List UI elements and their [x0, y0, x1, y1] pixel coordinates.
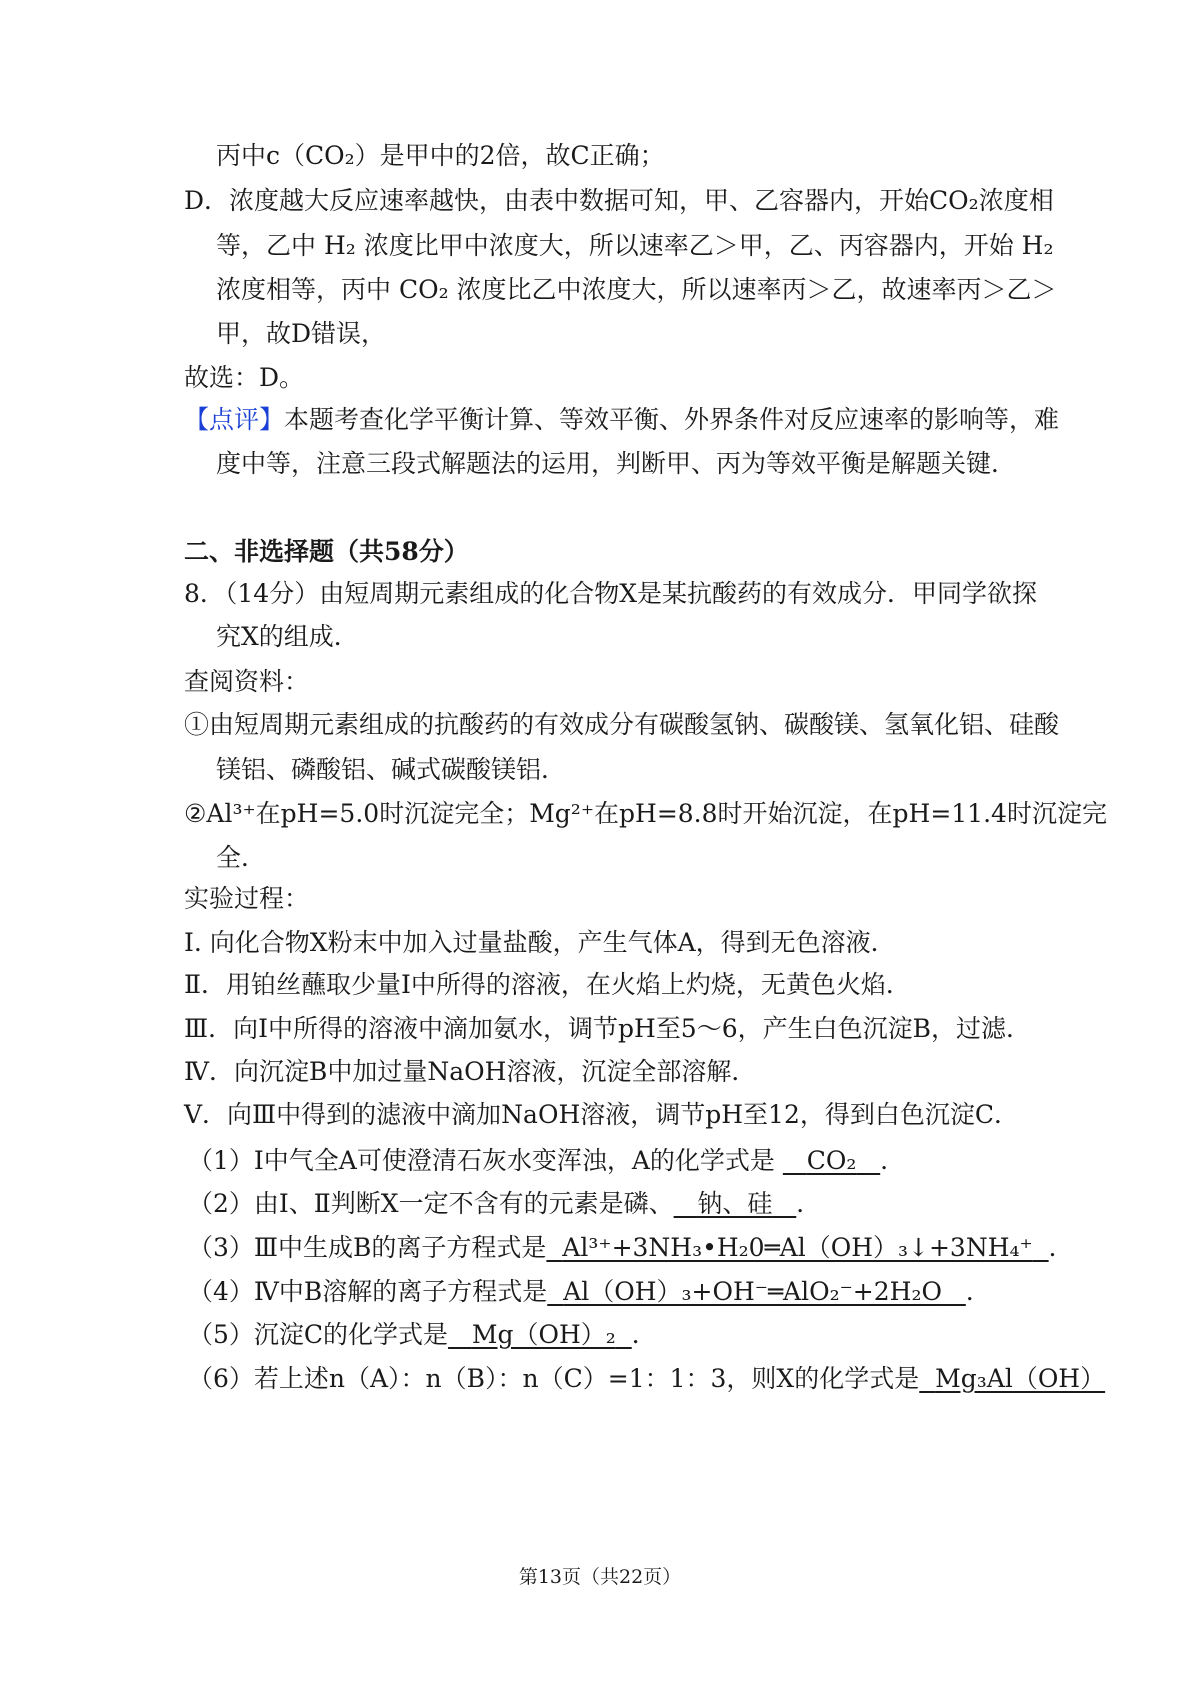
sub-question: （3）Ⅲ中生成B的离子方程式是 Al³⁺+3NH₃•H₂0═Al（OH）₃↓+3NH₄⁺ ．	[188, 1233, 1074, 1262]
sub-question: （1）I中气全A可使澄清石灰水变浑浊，A的化学式是 CO₂ ．	[188, 1146, 906, 1175]
text-line: 丙中c（CO₂）是甲中的2倍，故C正确；	[216, 141, 665, 170]
comment-text: 本题考查化学平衡计算、等效平衡、外界条件对反应速率的影响等，难	[284, 405, 1060, 434]
text-line: 度中等，注意三段式解题法的运用，判断甲、丙为等效平衡是解题关键．	[216, 449, 1017, 478]
answer: Al（OH）₃+OH⁻═AlO₂⁻+2H₂O	[563, 1277, 942, 1306]
sub-question-text: （6）若上述n（A）：n（B）：n（C）=1：1：3，则X的化学式是	[188, 1364, 920, 1393]
text-line: 甲，故D错误，	[216, 319, 387, 348]
experiment-step: I. 向化合物X粉末中加入过量盐酸，产生气体A，得到无色溶液．	[184, 928, 896, 957]
reference-title: 查阅资料：	[184, 667, 310, 696]
sub-question-text: （1）I中气全A可使澄清石灰水变浑浊，A的化学式是	[188, 1146, 775, 1175]
reference-item: ②Al³⁺在pH=5.0时沉淀完全；Mg²⁺在pH=8.8时开始沉淀，在pH=11.4时沉淀完	[184, 799, 1107, 828]
experiment-step: Ⅴ．向Ⅲ中得到的滤液中滴加NaOH溶液，调节pH至12，得到白色沉淀C．	[184, 1100, 1019, 1129]
text-line: 故选：D。	[184, 363, 305, 392]
experiment-step: Ⅲ．向I中所得的溶液中滴加氨水，调节pH至5～6，产生白色沉淀B，过滤．	[184, 1014, 1031, 1043]
page-number: 第13页（共22页）	[518, 1566, 682, 1588]
comment-tag: 【点评】	[184, 405, 285, 434]
experiment-title: 实验过程：	[184, 884, 310, 913]
experiment-step: Ⅱ．用铂丝蘸取少量I中所得的溶液，在火焰上灼烧，无黄色火焰．	[184, 970, 911, 999]
comment-line	[184, 405, 1059, 435]
reference-item: ①由短周期元素组成的抗酸药的有效成分有碳酸氢钠、碳酸镁、氢氧化铝、硅酸	[184, 710, 1060, 739]
sub-question-text: （2）由I、Ⅱ判断X一定不含有的元素是磷、	[188, 1189, 674, 1218]
text-line: D．浓度越大反应速率越快，由表中数据可知，甲、乙容器内，开始CO₂浓度相	[184, 186, 1054, 215]
sub-question-text: （3）Ⅲ中生成B的离子方程式是	[188, 1233, 547, 1262]
answer: Al³⁺+3NH₃•H₂0═Al（OH）₃↓+3NH₄⁺	[562, 1233, 1033, 1262]
sub-question-text: （5）沉淀C的化学式是	[188, 1320, 449, 1349]
answer: CO₂	[806, 1146, 857, 1175]
section-heading: 二、非选择题（共58分）	[184, 537, 469, 566]
reference-item: 镁铝、磷酸铝、碱式碳酸镁铝．	[216, 755, 567, 784]
reference-item: 全．	[216, 843, 267, 872]
experiment-step: Ⅳ．向沉淀B中加过量NaOH溶液，沉淀全部溶解．	[184, 1057, 757, 1086]
question-text: 8．（14分）由短周期元素组成的化合物X是某抗酸药的有效成分．甲同学欲探	[184, 579, 1038, 608]
answer: Mg（OH）₂	[471, 1320, 616, 1349]
sub-question	[188, 1364, 1105, 1394]
sub-question: （2）由I、Ⅱ判断X一定不含有的元素是磷、 钠、硅 ．	[188, 1189, 822, 1218]
sub-question: （4）Ⅳ中B溶解的离子方程式是 Al（OH）₃+OH⁻═AlO₂⁻+2H₂O ．	[188, 1277, 991, 1306]
text-line: 浓度相等，丙中 CO₂ 浓度比乙中浓度大，所以速率丙＞乙，故速率丙＞乙＞	[216, 275, 1057, 304]
question-text: 究X的组成．	[216, 622, 359, 651]
text-line: 等，乙中 H₂ 浓度比甲中浓度大，所以速率乙＞甲，乙、丙容器内，开始 H₂	[216, 231, 1054, 260]
sub-question-text: （4）Ⅳ中B溶解的离子方程式是	[188, 1277, 548, 1306]
answer: 钠、硅	[697, 1189, 773, 1218]
sub-question: （5）沉淀C的化学式是 Mg（OH）₂ ．	[188, 1320, 657, 1349]
answer: Mg₃Al（OH）	[935, 1364, 1106, 1393]
